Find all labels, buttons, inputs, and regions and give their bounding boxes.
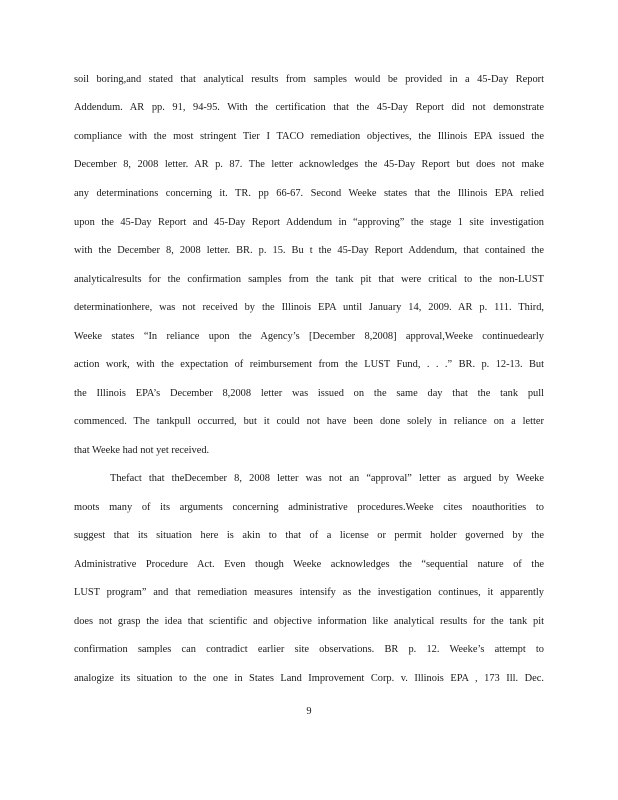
text-line: suggest that its situation here is akin to that of a license or permit holder governed by the: [74, 530, 544, 541]
text-line: LUST program” and that remediation measures intensify as the investigation continues, it apparently: [74, 587, 544, 598]
text-line: analyticalresults for the confirmation samples from the tank pit that were critical to the non-LUST: [74, 274, 544, 285]
text-line: action work, with the expectation of reimbursement from the LUST Fund, . . .” BR. p. 12-13. But: [74, 359, 544, 370]
text-line: that Weeke had not yet received.: [74, 445, 210, 456]
text-line: any determinations concerning it. TR. pp 66-67. Second Weeke states that the Illinois EPA relied: [74, 188, 544, 199]
text-line: Addendum. AR pp. 91, 94-95. With the certification that the 45-Day Report did not demonstrate: [74, 102, 544, 113]
text-line: Thefact that theDecember 8, 2008 letter was not an “approval” letter as argued by Weeke: [110, 473, 544, 484]
text-line: Administrative Procedure Act. Even though Weeke acknowledges the “sequential nature of the: [74, 559, 544, 570]
text-line: commenced. The tankpull occurred, but it could not have been done solely in reliance on a letter: [74, 416, 544, 427]
text-line: moots many of its arguments concerning administrative procedures.Weeke cites noauthorities to: [74, 502, 544, 513]
text-line: upon the 45-Day Report and 45-Day Report Addendum in “approving” the stage 1 site investigation: [74, 217, 544, 228]
text-line: soil boring,and stated that analytical results from samples would be provided in a 45-Day Report: [74, 74, 544, 85]
text-line: does not grasp the idea that scientific and objective information like analytical results for the tank pit: [74, 616, 544, 627]
text-line: the Illinois EPA’s December 8,2008 letter was issued on the same day that the tank pull: [74, 388, 544, 399]
page-number: 9: [306, 706, 312, 717]
text-line: Weeke states “In reliance upon the Agency’s [December 8,2008] approval,Weeke continuedearly: [74, 331, 544, 342]
text-line: compliance with the most stringent Tier I TACO remediation objectives, the Illinois EPA issued the: [74, 131, 544, 142]
text-line: determinationhere, was not received by the Illinois EPA until January 14, 2009. AR p. 111. Third,: [74, 302, 544, 313]
text-line: December 8, 2008 letter. AR p. 87. The letter acknowledges the 45-Day Report but does not make: [74, 159, 544, 170]
text-line: with the December 8, 2008 letter. BR. p. 15. Bu t the 45-Day Report Addendum, that contained the: [74, 245, 544, 256]
text-line: analogize its situation to the one in States Land Improvement Corp. v. Illinois EPA , 173 Ill. Dec.: [74, 673, 544, 684]
text-line: confirmation samples can contradict earlier site observations. BR p. 12. Weeke’s attempt to: [74, 644, 544, 655]
